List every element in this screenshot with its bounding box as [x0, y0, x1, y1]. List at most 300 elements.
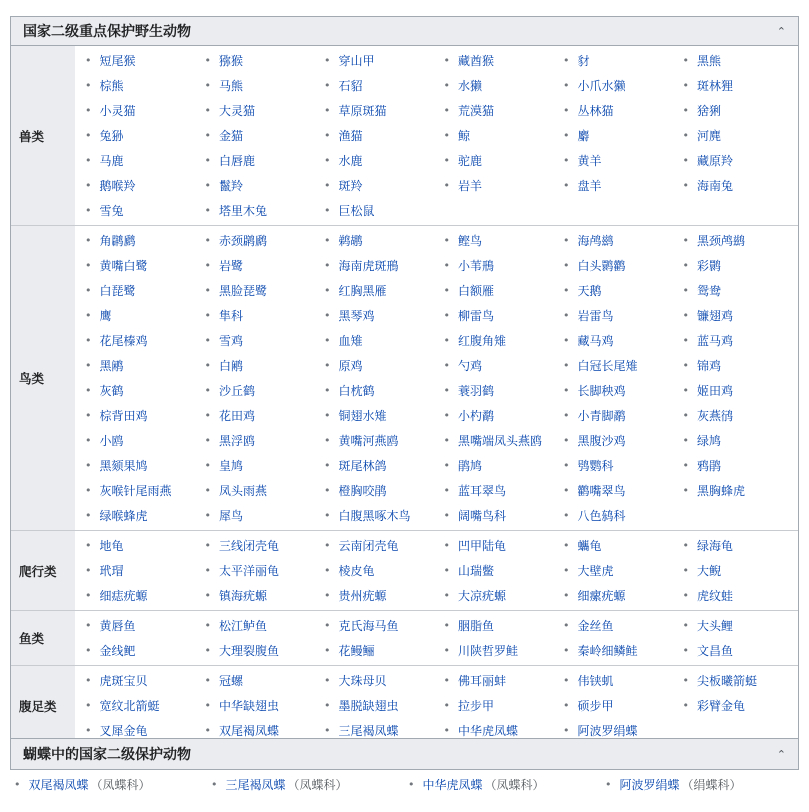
animal-link[interactable]: 白额雁 [458, 284, 495, 298]
list-item [440, 48, 560, 73]
bullet-icon: • [443, 644, 450, 657]
animal-link[interactable]: 水獭 [458, 79, 483, 93]
list-item [440, 173, 560, 198]
collapse-chevron-icon[interactable]: ⌃ [776, 24, 786, 38]
animal-link[interactable]: 阔嘴鸟科 [458, 509, 507, 523]
animal-link[interactable]: 白冠长尾雉 [577, 359, 638, 373]
bullet-icon: • [443, 509, 450, 522]
bullet-icon: • [204, 589, 211, 602]
animal-link[interactable]: 柳雷鸟 [458, 309, 495, 323]
animal-link[interactable]: 金丝鱼 [577, 619, 614, 633]
animal-link[interactable]: 蓝耳翠鸟 [458, 484, 507, 498]
bullet-icon: • [563, 539, 570, 552]
animal-link[interactable]: 白鹇 [219, 359, 244, 373]
bullet-icon: • [324, 284, 331, 297]
list-item [679, 668, 799, 693]
list-item [679, 48, 799, 73]
animal-link[interactable]: 鸮鹦科 [577, 459, 614, 473]
group-heading: 鸟类 [11, 226, 75, 530]
animal-link[interactable]: 大头鲤 [697, 619, 734, 633]
animal-link[interactable]: 黄嘴河燕鸥 [338, 434, 399, 448]
list-item [679, 693, 799, 718]
bullet-icon: • [563, 234, 570, 247]
bullet-icon: • [682, 154, 689, 167]
animal-link[interactable]: 丛林猫 [577, 104, 614, 118]
animal-link[interactable]: 地龟 [99, 539, 124, 553]
animal-link[interactable]: 墨脱缺翅虫 [338, 699, 399, 713]
list-item [679, 378, 799, 403]
list-item [404, 772, 601, 797]
bullet-icon: • [443, 179, 450, 192]
bullet-icon: • [563, 484, 570, 497]
animal-link[interactable]: 白琵鹭 [99, 284, 136, 298]
animal-link[interactable]: 太平洋丽龟 [219, 564, 280, 578]
animal-link[interactable]: 白头鹮鹳 [577, 259, 626, 273]
bullet-icon: • [324, 309, 331, 322]
bullet-icon: • [443, 409, 450, 422]
animal-link[interactable]: 天鹅 [577, 284, 602, 298]
animal-link[interactable]: 冠螺 [219, 674, 244, 688]
animal-link[interactable]: 虎纹蛙 [697, 589, 734, 603]
list-item [320, 198, 440, 223]
animal-link[interactable]: 棕背田鸡 [99, 409, 148, 423]
bullet-icon: • [563, 409, 570, 422]
family-note: （凤蝶科） [90, 778, 151, 792]
animal-link[interactable]: 马熊 [219, 79, 244, 93]
animal-link[interactable]: 大凉疣螈 [458, 589, 507, 603]
animal-link[interactable]: 豺 [577, 54, 590, 68]
animal-link[interactable]: 拉步甲 [458, 699, 495, 713]
animal-link[interactable]: 叉犀金龟 [99, 724, 148, 738]
list-item [559, 403, 679, 428]
animal-link[interactable]: 大鲵 [697, 564, 722, 578]
list-item [81, 228, 201, 253]
bullet-icon: • [85, 409, 92, 422]
animal-link[interactable]: 斑尾林鸽 [338, 459, 387, 473]
family-note: （绢蝶科） [681, 778, 742, 792]
list-item [440, 328, 560, 353]
group-heading: 爬行类 [11, 531, 75, 610]
animal-link[interactable]: 黑嘴端凤头燕鸥 [458, 434, 543, 448]
bullet-icon: • [204, 619, 211, 632]
animal-link[interactable]: 斑林狸 [697, 79, 734, 93]
animal-link[interactable]: 虎斑宝贝 [99, 674, 148, 688]
animal-link[interactable]: 雪鸡 [219, 334, 244, 348]
animal-link[interactable]: 胭脂鱼 [458, 619, 495, 633]
animal-link[interactable]: 河麂 [697, 129, 722, 143]
bullet-icon: • [324, 589, 331, 602]
animal-link[interactable]: 绿海龟 [697, 539, 734, 553]
list-item [440, 638, 560, 663]
list-item [320, 453, 440, 478]
animal-link[interactable]: 镰翅鸡 [697, 309, 734, 323]
bullet-icon: • [443, 104, 450, 117]
list-item [201, 693, 321, 718]
list-item [559, 98, 679, 123]
bullet-icon: • [204, 459, 211, 472]
animal-link[interactable]: 佛耳丽蚌 [458, 674, 507, 688]
animal-link[interactable]: 八色鸫科 [577, 509, 626, 523]
group-heading: 腹足类 [11, 666, 75, 745]
list-item [320, 173, 440, 198]
list-item [440, 583, 560, 608]
bullet-icon: • [682, 309, 689, 322]
animal-link[interactable]: 中华虎凤蝶 [458, 724, 519, 738]
list-item [559, 503, 679, 528]
animal-link[interactable]: 岩羊 [458, 179, 483, 193]
animal-link[interactable]: 长脚秧鸡 [577, 384, 626, 398]
animal-link[interactable]: 棕熊 [99, 79, 124, 93]
animal-link[interactable]: 灰燕鸻 [697, 409, 734, 423]
animal-link[interactable]: 黄嘴白鹭 [99, 259, 148, 273]
bullet-icon: • [85, 179, 92, 192]
list-item [81, 453, 201, 478]
animal-link[interactable]: 小杓鹬 [458, 409, 495, 423]
animal-link[interactable]: 勺鸡 [458, 359, 483, 373]
animal-link[interactable]: 隼科 [219, 309, 244, 323]
list-item [201, 503, 321, 528]
animal-link[interactable]: 猕猴 [219, 54, 244, 68]
animal-link[interactable]: 花尾榛鸡 [99, 334, 148, 348]
bullet-icon: • [324, 674, 331, 687]
list-item [320, 148, 440, 173]
animal-link[interactable]: 山瑞鳖 [458, 564, 495, 578]
list-item [559, 478, 679, 503]
animal-link[interactable]: 红胸黑雁 [338, 284, 387, 298]
animal-link[interactable]: 小青脚鹬 [577, 409, 626, 423]
bullet-icon: • [324, 179, 331, 192]
list-item [81, 503, 201, 528]
list-item [201, 613, 321, 638]
bullet-icon: • [682, 589, 689, 602]
list-item [440, 123, 560, 148]
animal-link[interactable]: 马鹿 [99, 154, 124, 168]
group-list [75, 226, 798, 530]
list-item [81, 478, 201, 503]
bullet-icon: • [682, 79, 689, 92]
animal-link[interactable]: 岩雷鸟 [577, 309, 614, 323]
bullet-icon: • [682, 284, 689, 297]
collapse-chevron-icon[interactable]: ⌃ [776, 747, 786, 761]
list-item [201, 48, 321, 73]
animal-link[interactable]: 鹰 [99, 309, 112, 323]
animal-link[interactable]: 白腹黑啄木鸟 [338, 509, 411, 523]
bullet-icon: • [563, 434, 570, 447]
animal-link[interactable]: 麝 [577, 129, 590, 143]
list-item [201, 533, 321, 558]
animal-link[interactable]: 黑腹沙鸡 [577, 434, 626, 448]
bullet-icon: • [324, 699, 331, 712]
list-item [81, 558, 201, 583]
list-item [320, 98, 440, 123]
animal-link[interactable]: 黑颏果鸠 [99, 459, 148, 473]
animal-link[interactable]: 鹳嘴翠鸟 [577, 484, 626, 498]
animal-link[interactable]: 绿喉蜂虎 [99, 509, 148, 523]
animal-link[interactable]: 藏马鸡 [577, 334, 614, 348]
animal-link[interactable]: 中华缺翅虫 [219, 699, 280, 713]
animal-link[interactable]: 小鸥 [99, 434, 124, 448]
animal-link[interactable]: 细瘰疣螈 [577, 589, 626, 603]
animal-link[interactable]: 橙胸咬鹃 [338, 484, 387, 498]
animal-link[interactable]: 伟铗虮 [577, 674, 614, 688]
animal-link[interactable]: 白枕鹤 [338, 384, 375, 398]
bullet-icon: • [85, 234, 92, 247]
animal-link[interactable]: 凤头雨燕 [219, 484, 268, 498]
animal-link[interactable]: 小苇鳽 [458, 259, 495, 273]
animal-link[interactable]: 荒漠猫 [458, 104, 495, 118]
list-item [201, 478, 321, 503]
animal-link[interactable]: 海南兔 [697, 179, 734, 193]
list-item [559, 73, 679, 98]
animal-link[interactable]: 花鳗鲡 [338, 644, 375, 658]
animal-link[interactable]: 原鸡 [338, 359, 363, 373]
list-item [201, 558, 321, 583]
group-heading: 鱼类 [11, 611, 75, 665]
animal-link[interactable]: 铜翅水雉 [338, 409, 387, 423]
animal-link[interactable]: 白唇鹿 [219, 154, 256, 168]
list-item [559, 638, 679, 663]
butterfly-link[interactable]: 双尾褐凤蝶 [28, 778, 89, 792]
bullet-icon: • [85, 54, 92, 67]
list-item [559, 253, 679, 278]
group-list [75, 611, 798, 665]
animal-link[interactable]: 渔猫 [338, 129, 363, 143]
animal-link[interactable]: 小灵猫 [99, 104, 136, 118]
list-item [440, 478, 560, 503]
animal-link[interactable]: 蠵龟 [577, 539, 602, 553]
animal-link[interactable]: 藏酋猴 [458, 54, 495, 68]
animal-link[interactable]: 鸳鸯 [697, 284, 722, 298]
animal-link[interactable]: 藏原羚 [697, 154, 734, 168]
animal-link[interactable]: 黑琴鸡 [338, 309, 375, 323]
animal-link[interactable]: 花田鸡 [219, 409, 256, 423]
list-item [81, 638, 201, 663]
animal-link[interactable]: 鬣羚 [219, 179, 244, 193]
animal-link[interactable]: 盘羊 [577, 179, 602, 193]
animal-link[interactable]: 镇海疣螈 [219, 589, 268, 603]
butterfly-link[interactable]: 阿波罗绢蝶 [619, 778, 680, 792]
animal-link[interactable]: 黑浮鸥 [219, 434, 256, 448]
animal-link[interactable]: 驼鹿 [458, 154, 483, 168]
bullet-icon: • [204, 564, 211, 577]
animal-link[interactable]: 石貂 [338, 79, 363, 93]
animal-link[interactable]: 黑颈鸬鹚 [697, 234, 746, 248]
animal-link[interactable]: 彩鹮 [697, 259, 722, 273]
bullet-icon: • [563, 79, 570, 92]
list-item [320, 583, 440, 608]
bullet-icon: • [204, 724, 211, 737]
bullet-icon: • [682, 54, 689, 67]
navbox-group [11, 226, 798, 531]
animal-link[interactable]: 硕步甲 [577, 699, 614, 713]
animal-link[interactable]: 棱皮龟 [338, 564, 375, 578]
animal-link[interactable]: 锦鸡 [697, 359, 722, 373]
list-item [81, 73, 201, 98]
animal-link[interactable]: 大灵猫 [219, 104, 256, 118]
bullet-icon: • [443, 459, 450, 472]
list-item [81, 198, 201, 223]
animal-link[interactable]: 秦岭细鳞鲑 [577, 644, 638, 658]
bullet-icon: • [443, 259, 450, 272]
animal-link[interactable]: 鹈鹕 [338, 234, 363, 248]
animal-link[interactable]: 凹甲陆龟 [458, 539, 507, 553]
animal-link[interactable]: 灰喉针尾雨燕 [99, 484, 172, 498]
bullet-icon: • [324, 539, 331, 552]
bullet-icon: • [85, 459, 92, 472]
animal-link[interactable]: 三线闭壳龟 [219, 539, 280, 553]
bullet-icon: • [324, 259, 331, 272]
animal-link[interactable]: 尖板曦箭蜓 [697, 674, 758, 688]
list-item [679, 638, 799, 663]
animal-link[interactable]: 血雉 [338, 334, 363, 348]
bullet-icon: • [682, 644, 689, 657]
animal-link[interactable]: 角䴙䴘 [99, 234, 136, 248]
animal-link[interactable]: 红腹角雉 [458, 334, 507, 348]
list-item [320, 503, 440, 528]
family-note: （凤蝶科） [484, 778, 545, 792]
animal-link[interactable]: 金线鲃 [99, 644, 136, 658]
animal-link[interactable]: 草原斑猫 [338, 104, 387, 118]
animal-link[interactable]: 鲸 [458, 129, 471, 143]
animal-link[interactable]: 沙丘鹤 [219, 384, 256, 398]
animal-link[interactable]: 水鹿 [338, 154, 363, 168]
list-item [679, 533, 799, 558]
bullet-icon: • [443, 539, 450, 552]
bullet-icon: • [85, 564, 92, 577]
animal-link[interactable]: 海鸬鹚 [577, 234, 614, 248]
animal-link[interactable]: 大理裂腹鱼 [219, 644, 280, 658]
bullet-icon: • [204, 484, 211, 497]
animal-link[interactable]: 彩臂金龟 [697, 699, 746, 713]
animal-link[interactable]: 岩鹭 [219, 259, 244, 273]
animal-link[interactable]: 赤颈䴙䴘 [219, 234, 268, 248]
animal-link[interactable]: 绿鸠 [697, 434, 722, 448]
animal-link[interactable]: 黑胸蜂虎 [697, 484, 746, 498]
animal-link[interactable]: 雪兔 [99, 204, 124, 218]
bullet-icon: • [443, 359, 450, 372]
bullet-icon: • [563, 309, 570, 322]
animal-link[interactable]: 皇鸠 [219, 459, 244, 473]
animal-link[interactable]: 蓑羽鹤 [458, 384, 495, 398]
animal-link[interactable]: 黑鹇 [99, 359, 124, 373]
list-item [679, 478, 799, 503]
bullet-icon: • [682, 459, 689, 472]
bullet-icon: • [682, 434, 689, 447]
animal-link[interactable]: 宽纹北箭蜓 [99, 699, 160, 713]
animal-link[interactable]: 大珠母贝 [338, 674, 387, 688]
bullet-icon: • [204, 54, 211, 67]
animal-link[interactable]: 斑羚 [338, 179, 363, 193]
bullet-icon: • [605, 778, 612, 791]
list-item [679, 428, 799, 453]
animal-link[interactable]: 阿波罗绢蝶 [577, 724, 638, 738]
list-item [320, 668, 440, 693]
bullet-icon: • [324, 104, 331, 117]
bullet-icon: • [204, 204, 211, 217]
animal-link[interactable]: 蓝马鸡 [697, 334, 734, 348]
animal-link[interactable]: 犀鸟 [219, 509, 244, 523]
animal-link[interactable]: 克氏海马鱼 [338, 619, 399, 633]
list-item [201, 73, 321, 98]
list-item [201, 228, 321, 253]
bullet-icon: • [563, 359, 570, 372]
butterfly-link[interactable]: 中华虎凤蝶 [422, 778, 483, 792]
animal-link[interactable]: 鲣鸟 [458, 234, 483, 248]
list-item [81, 173, 201, 198]
navbox-groups [11, 46, 798, 745]
animal-link[interactable]: 灰鹤 [99, 384, 124, 398]
animal-link[interactable]: 玳瑁 [99, 564, 124, 578]
animal-link[interactable]: 金猫 [219, 129, 244, 143]
list-item [201, 668, 321, 693]
list-item [81, 353, 201, 378]
animal-link[interactable]: 黄羊 [577, 154, 602, 168]
animal-link[interactable]: 黑脸琵鹭 [219, 284, 268, 298]
bullet-icon: • [682, 484, 689, 497]
group-list [75, 46, 798, 225]
bullet-icon: • [324, 644, 331, 657]
list-item [201, 173, 321, 198]
animal-link[interactable]: 贵州疣螈 [338, 589, 387, 603]
animal-link[interactable]: 鹅喉羚 [99, 179, 136, 193]
butterfly-navbox [10, 738, 799, 770]
animal-link[interactable]: 小爪水獭 [577, 79, 626, 93]
navbox-group [11, 531, 798, 611]
bullet-icon: • [682, 619, 689, 632]
animal-link[interactable]: 云南闭壳龟 [338, 539, 399, 553]
bullet-icon: • [324, 129, 331, 142]
animal-link[interactable]: 鸦鹃 [697, 459, 722, 473]
animal-link[interactable]: 三尾褐凤蝶 [338, 724, 399, 738]
bullet-icon: • [211, 778, 218, 791]
animal-link[interactable]: 川陕哲罗鲑 [458, 644, 519, 658]
animal-link[interactable]: 细痣疣螈 [99, 589, 148, 603]
animal-link[interactable]: 鹃鸠 [458, 459, 483, 473]
bullet-icon: • [682, 179, 689, 192]
list-item [559, 668, 679, 693]
bullet-icon: • [682, 234, 689, 247]
bullet-icon: • [85, 79, 92, 92]
animal-link[interactable]: 黑熊 [697, 54, 722, 68]
animal-link[interactable]: 猞猁 [697, 104, 722, 118]
bullet-icon: • [85, 129, 92, 142]
animal-link[interactable]: 塔里木兔 [219, 204, 268, 218]
list-item [559, 693, 679, 718]
bullet-icon: • [443, 234, 450, 247]
animal-link[interactable]: 短尾猴 [99, 54, 136, 68]
animal-link[interactable]: 兔狲 [99, 129, 124, 143]
bullet-icon: • [324, 484, 331, 497]
bullet-icon: • [324, 409, 331, 422]
bullet-icon: • [682, 409, 689, 422]
animal-link[interactable]: 巨松鼠 [338, 204, 375, 218]
list-item [320, 378, 440, 403]
list-item [440, 693, 560, 718]
animal-link[interactable]: 穿山甲 [338, 54, 375, 68]
animal-link[interactable]: 海南虎斑鳽 [338, 259, 399, 273]
list-item [559, 123, 679, 148]
list-item [559, 173, 679, 198]
animal-link[interactable]: 大壁虎 [577, 564, 614, 578]
list-item [207, 772, 404, 797]
animal-link[interactable]: 文昌鱼 [697, 644, 734, 658]
animal-link[interactable]: 双尾褐凤蝶 [219, 724, 280, 738]
bullet-icon: • [563, 564, 570, 577]
butterfly-link[interactable]: 三尾褐凤蝶 [225, 778, 286, 792]
animal-link[interactable]: 姬田鸡 [697, 384, 734, 398]
animal-link[interactable]: 黄唇鱼 [99, 619, 136, 633]
animal-link[interactable]: 松江鲈鱼 [219, 619, 268, 633]
